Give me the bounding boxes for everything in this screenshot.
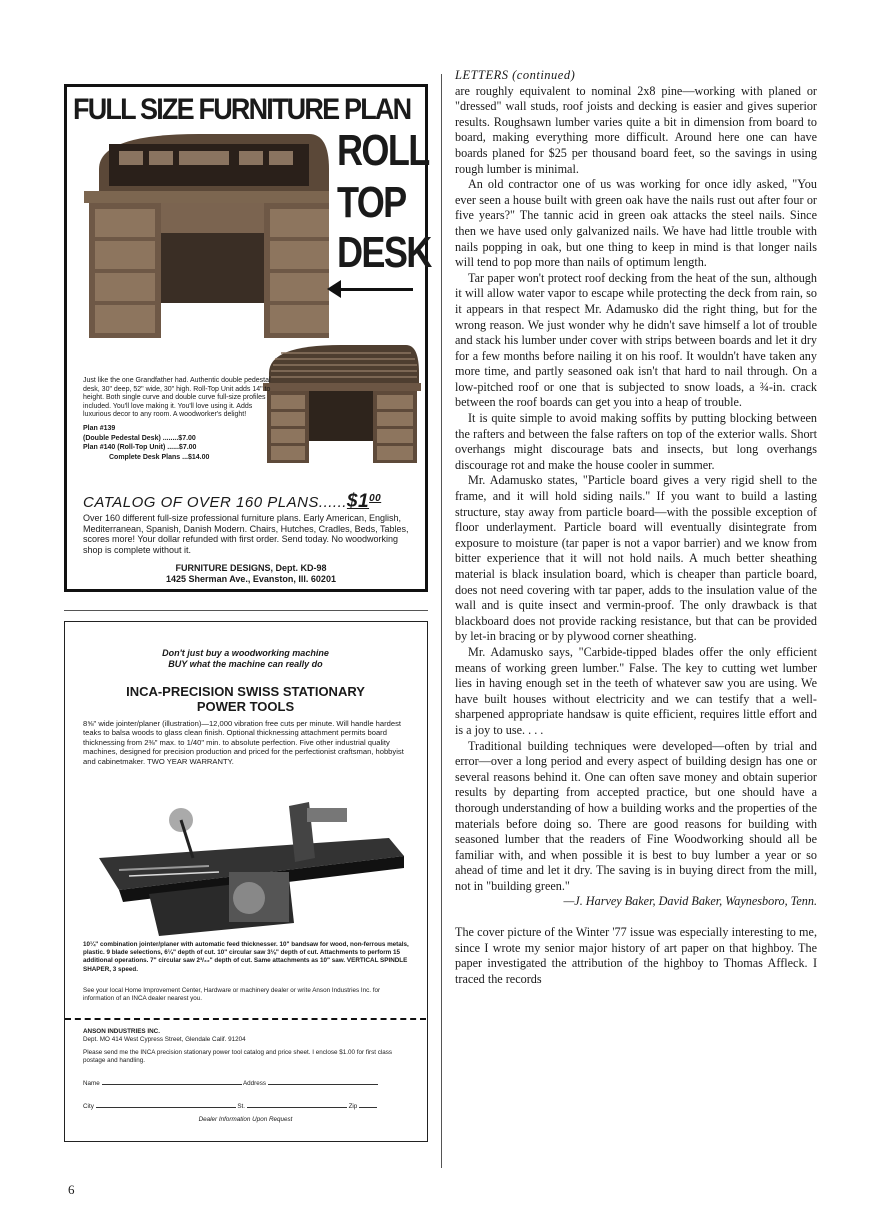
name-label: Name	[83, 1080, 100, 1087]
company-block	[83, 563, 419, 585]
state-field[interactable]	[247, 1100, 347, 1108]
zip-field[interactable]	[359, 1100, 377, 1108]
jointer-planer-photo	[89, 798, 407, 938]
city-label: City	[83, 1103, 94, 1110]
catalog-text: CATALOG OF OVER 160 PLANS......	[83, 494, 347, 511]
letter-signature: —J. Harvey Baker, David Baker, Waynesboro, Tenn.	[563, 894, 817, 909]
catalog-body: Over 160 different full-size professional furniture plans. Early American, English, Mediterranean, Spanish, Danish Modern. Chairs, Hutches, Cradles, Beds, Tables, scores more! Your dollar refunded with first order. Send today. No woodworking shop is complete without it.	[83, 513, 409, 555]
address-field[interactable]	[268, 1077, 378, 1085]
ad-description: Just like the one Grandfather had. Authentic double pedestal desk, 30" deep, 52" wide, 30" high. Roll-Top Unit adds 14" to height. Both single curve and double curve full-size profiles included. You'll love making it. You'll love using it. Adds luxurious decor to any room. A woodworker's delight!	[83, 377, 271, 419]
ad-headline: FULL SIZE FURNITURE PLAN	[73, 93, 411, 126]
letter-paragraph: Tar paper won't protect roof decking from the heat of the sun, although it will allow water vapor to escape while protecting the deck from rain, so it appears in that respect Mr. Adamusko did the right thing, but for the wrong reason. We just wonder why he didn't save himself a lot of trouble and stack his lumber under cover with strips between boards and let it dry for a few months before nailing it on his roof. It wouldn't have taken any more time, and partly seasoned oak isn't that hard to nail through. On a low-pitched roof or one that is subjected to snow loads, a ¾-in. crack between the roof boards can get you into a heap of trouble.	[455, 270, 817, 410]
ad-roll-word: ROLL	[337, 126, 429, 175]
catalog-price: $1	[346, 491, 370, 512]
plan-139-price: (Double Pedestal Desk) ........$7.00	[83, 434, 196, 442]
letter-paragraph: The cover picture of the Winter '77 issue was especially interesting to me, since I wrote my senior major history of art paper on that highboy. The paper investigated the attribution of the highboy to Thomas Affleck. I traced the records	[455, 925, 817, 986]
zip-label: Zip	[348, 1103, 358, 1110]
ad-top-word: TOP	[337, 178, 406, 227]
title-line-2: POWER TOOLS	[196, 699, 295, 714]
complete-plans-price: Complete Desk Plans ...$14.00	[109, 453, 210, 461]
catalog-offer	[83, 491, 381, 513]
dealer-note: Dealer Information Upon Request	[198, 1116, 293, 1123]
address-label: Address	[242, 1080, 267, 1087]
company-name: FURNITURE DESIGNS, Dept. KD-98	[175, 563, 327, 573]
company-address: 1425 Sherman Ave., Evanston, Ill. 60201	[166, 574, 336, 584]
letter-paragraph: Traditional building techniques were developed—often by trial and error—over a long period and every aspect of building design has one or several reasons behind it. One can often save money and obtain superior results by departing from accepted practice, but one should have a thorough understanding of how a building works and the properties of the materials before doing so. There are good reasons for building with seasoned lumber that the readers of Fine Woodworking should all be familiar with, and when possible it is best to buy lumber a year or so ahead of time and let it dry. The saving is in buying direct from the mill, not in "building green."	[455, 738, 817, 893]
plan-139-label: Plan #139	[83, 424, 116, 432]
catalog-price-cents: 00	[369, 493, 382, 504]
coupon-request: Please send me the INCA precision stationary power tool catalog and price sheet. I enclose $1.00 for first class postage and handling.	[83, 1049, 393, 1064]
title-line-1: INCA-PRECISION SWISS STATIONARY	[126, 684, 365, 699]
ad-body: 8⅝" wide jointer/planer (illustration)—12,000 vibration free cuts per minute. Will handle hardest teaks to balsa woods to glass clean finish. Optional thicknessing attachment permits board thicknessing from 2⅜" max. to 1/40" min. to absolute perfection. Five other industrial quality machines, designed for precision production and priced for the perfectionist craftsman, hobbyist and cabinetmaker. TWO YEAR WARRANTY.	[83, 719, 404, 766]
letter-paragraph: An old contractor one of us was working for once idly asked, "You ever seen a house built with green oak have the nails rust out after four or five years?" The tannic acid in green oak attacks the steel nails. Since then we have used only galvanized nails. We have had little trouble with nails popping in oak, but one thing to keep in mind is that longer nails will tend to pop more than nails of optimum length.	[455, 177, 817, 270]
column-divider	[441, 74, 442, 1168]
coupon-address: Dept. MO 414 West Cypress Street, Glendale Calif. 91204	[83, 1036, 246, 1043]
letter-paragraph: are roughly equivalent to nominal 2x8 pine—working with planed or "dressed" wall studs, roof joists and decking is easier and gives superior results. Roughsawn lumber varies quite a bit in dimension from board to board, making everything more difficult. Around here one can have boards planed for $25 per thousand board feet, so the savings in using rough lumber is minimal.	[455, 83, 817, 176]
coupon-cut-line	[65, 1018, 426, 1020]
inca-tools-ad	[64, 621, 428, 1142]
ad-description-block	[83, 377, 273, 462]
order-coupon	[83, 1028, 411, 1111]
letter-paragraph: Mr. Adamusko states, "Particle board gives a very rigid shell to the frame, and it will hold siding nails." If you want to build a lasting structure, stay away from particle board—with the possible exception of floor underlayment. Particle board will eventually disintegrate from exposure to moisture (tar paper is not a vapor barrier) and we know from bitter experience that it will not hold nails. A much better sheathing material is black insulation board, which is cheaper than particle board, does not need covering with tar paper, adds to the insulation value of the wall and is quite insect and vermin-proof. The only drawback is that blackboard does not provide racking resistance, but that can be provided by let-in bracing or by plywood corner sheathing.	[455, 473, 817, 644]
name-field[interactable]	[102, 1077, 242, 1085]
furniture-plan-ad	[64, 84, 431, 592]
roll-top-unit-photo	[261, 343, 423, 465]
ad-title	[65, 684, 426, 714]
ad-desk-word: DESK	[337, 228, 431, 277]
ad-tagline	[65, 648, 426, 670]
tagline-line-2: BUY what the machine can really do	[168, 659, 323, 669]
letter-paragraph: It is quite simple to avoid making soffits by putting blocking between the rafters and between the false rafters on top of the exterior walls. Short overhangs might discourage bats and insects, but long overhangs discourage rot and make the house cooler in summer.	[455, 411, 817, 472]
plan-140-price: Plan #140 (Roll-Top Unit) ......$7.00	[83, 444, 197, 452]
coupon-row-name	[83, 1077, 411, 1088]
ad-separator	[64, 610, 428, 611]
ad-dealer-info: See your local Home Improvement Center, Hardware or machinery dealer or write Anson Industries Inc. for information of an INCA dealer nearest you.	[83, 987, 381, 1002]
letters-heading: LETTERS (continued)	[455, 68, 576, 82]
coupon-row-city	[83, 1100, 411, 1111]
ad-specifications: 10¼" combination jointer/planer with automatic feed thicknesser. 10" bandsaw for wood, non-ferrous metals, plastic. 9 blade selections, 6¼" depth of cut. 10" circular saw 3⅛" depth of cut. Attachments to perform 15 additional operations. 7" circular saw 2³/₃₂" depth of cut. Same attachments as 10" saw. VERTICAL SPINDLE SHAPER, 3 speed.	[83, 941, 409, 973]
letters-column	[455, 68, 817, 987]
arrow-shaft	[333, 288, 413, 291]
tagline-line-1: Don't just buy a woodworking machine	[162, 648, 329, 658]
page-number: 6	[68, 1182, 75, 1197]
city-field[interactable]	[96, 1100, 236, 1108]
coupon-company: ANSON INDUSTRIES INC.	[83, 1028, 160, 1035]
roll-top-desk-photo	[79, 129, 329, 341]
letter-paragraph: Mr. Adamusko says, "Carbide-tipped blades offer the only efficient means of working green lumber." False. The key to cutting wet lumber lies in having enough set in the teeth of whatever saw you are using. We have built houses without electricity and we can testify that a well-sharpened appropriate handsaw is quite efficient, requires little effort and is a joy to use. . . .	[455, 644, 817, 737]
state-label: St.	[237, 1103, 246, 1110]
